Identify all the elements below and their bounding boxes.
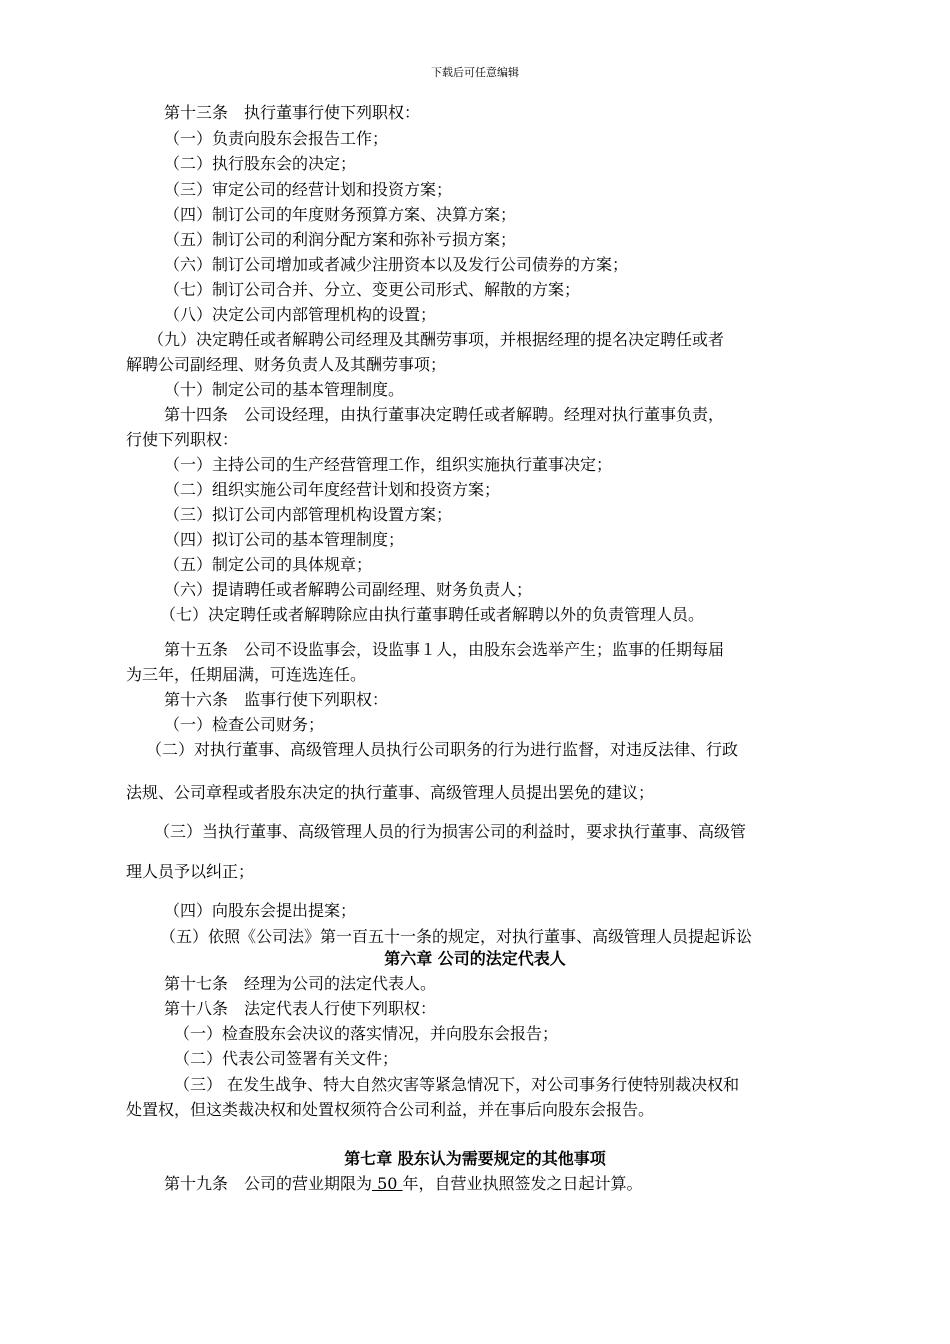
article-16-title: 第十六条 监事行使下列职权： bbox=[164, 690, 389, 709]
list-item: （七）决定聘任或者解聘除应由执行董事聘任或者解聘以外的负责管理人员。 bbox=[160, 605, 705, 624]
list-item: （十）制定公司的基本管理制度。 bbox=[164, 380, 405, 399]
list-item: （三） 在发生战争、特大自然灾害等紧急情况下，对公司事务行使特别裁决权和 bbox=[174, 1075, 740, 1094]
chapter-7-heading: 第七章 股东认为需要规定的其他事项 bbox=[344, 1149, 606, 1168]
list-item-continuation: 法规、公司章程或者股东决定的执行董事、高级管理人员提出罢免的建议； bbox=[126, 783, 655, 802]
list-item: （八）决定公司内部管理机构的设置； bbox=[164, 305, 437, 324]
list-item: （二）组织实施公司年度经营计划和投资方案； bbox=[164, 480, 501, 499]
article-14-continuation: 行使下列职权： bbox=[126, 430, 239, 449]
list-item: （二）代表公司签署有关文件； bbox=[174, 1049, 399, 1068]
article-13-title: 第十三条 执行董事行使下列职权： bbox=[164, 103, 421, 122]
article-19-line bbox=[164, 1174, 643, 1194]
list-item: （一）主持公司的生产经营管理工作，组织实施执行董事决定； bbox=[164, 455, 613, 474]
list-item: （四）制订公司的年度财务预算方案、决算方案； bbox=[164, 205, 517, 224]
list-item-continuation: 解聘公司副经理、财务负责人及其酬劳事项； bbox=[126, 355, 447, 374]
list-item: （五）依照《公司法》第一百五十一条的规定，对执行董事、高级管理人员提起诉讼 bbox=[160, 927, 753, 946]
list-item: （四）向股东会提出提案； bbox=[164, 901, 357, 920]
article-19-text: 第十九条 公司的营业期限为 bbox=[164, 1174, 373, 1193]
page-header: 下载后可任意编辑 bbox=[431, 66, 519, 79]
list-item: （三）审定公司的经营计划和投资方案； bbox=[164, 180, 453, 199]
list-item: （六）制订公司增加或者减少注册资本以及发行公司债券的方案； bbox=[164, 255, 629, 274]
list-item: （二）执行股东会的决定； bbox=[164, 154, 357, 173]
article-18-title: 第十八条 法定代表人行使下列职权： bbox=[164, 999, 437, 1018]
list-item: （七）制订公司合并、分立、变更公司形式、解散的方案； bbox=[164, 280, 581, 299]
list-item: （五）制定公司的具体规章； bbox=[164, 555, 373, 574]
article-15-title: 第十五条 公司不设监事会，设监事１人，由股东会选举产生；监事的任期每届 bbox=[164, 640, 725, 659]
list-item: （一）负责向股东会报告工作； bbox=[164, 129, 389, 148]
list-item: （四）拟订公司的基本管理制度； bbox=[164, 530, 405, 549]
article-14-title: 第十四条 公司设经理，由执行董事决定聘任或者解聘。经理对执行董事负责， bbox=[164, 405, 725, 424]
article-15-continuation: 为三年，任期届满，可连选连任。 bbox=[126, 665, 367, 684]
list-item: （一）检查股东会决议的落实情况，并向股东会报告； bbox=[174, 1024, 559, 1043]
list-item: （六）提请聘任或者解聘公司副经理、财务负责人； bbox=[164, 580, 533, 599]
list-item: （九）决定聘任或者解聘公司经理及其酬劳事项，并根据经理的提名决定聘任或者 bbox=[148, 330, 725, 349]
list-item-continuation: 处置权，但这类裁决权和处置权须符合公司利益，并在事后向股东会报告。 bbox=[126, 1100, 655, 1119]
chapter-6-heading: 第六章 公司的法定代表人 bbox=[384, 949, 566, 968]
article-19-text-end: 年，自营业执照签发之日起计算。 bbox=[402, 1174, 643, 1193]
list-item-continuation: 理人员予以纠正； bbox=[126, 862, 255, 881]
list-item: （一）检查公司财务； bbox=[164, 715, 325, 734]
list-item: （三）拟订公司内部管理机构设置方案； bbox=[164, 505, 453, 524]
list-item: （二）对执行董事、高级管理人员执行公司职务的行为进行监督，对违反法律、行政 bbox=[146, 740, 739, 759]
list-item: （三）当执行董事、高级管理人员的行为损害公司的利益时，要求执行董事、高级管 bbox=[154, 822, 747, 841]
article-17-title: 第十七条 经理为公司的法定代表人。 bbox=[164, 974, 437, 993]
term-years-value: 50 bbox=[372, 1174, 403, 1193]
list-item: （五）制订公司的利润分配方案和弥补亏损方案； bbox=[164, 230, 517, 249]
